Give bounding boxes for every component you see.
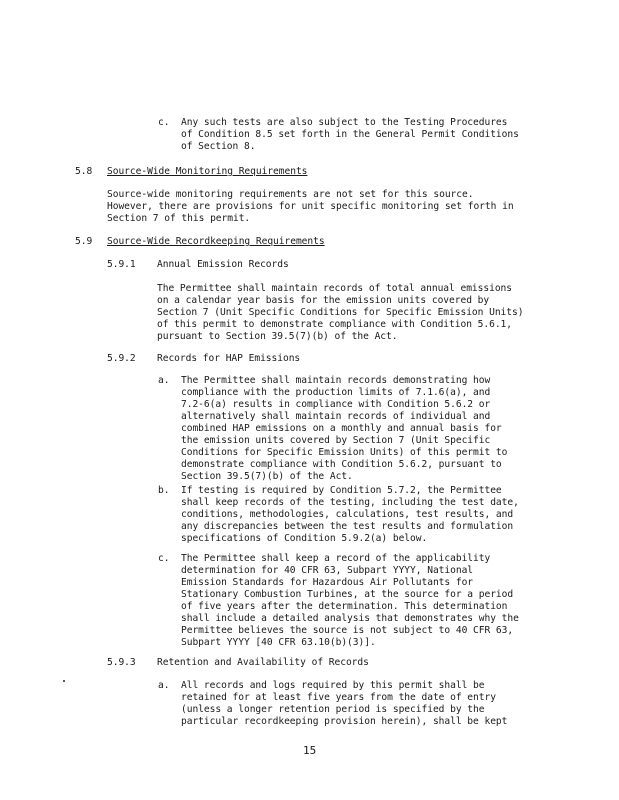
body-line: Any such tests are also subject to the Testing Procedures (181, 117, 508, 128)
body-line: shall keep records of the testing, including the test date, (181, 497, 519, 508)
body-line: Section 7 (Unit Specific Conditions for Specific Emission Units) (157, 307, 524, 318)
item-label: b. (158, 485, 170, 496)
subsection-heading: Retention and Availability of Records (157, 657, 369, 668)
item-c-label: c. (158, 117, 170, 128)
body-line: shall include a detailed analysis that demonstrates why the (181, 613, 519, 624)
body-line: However, there are provisions for unit specific monitoring set forth in (107, 201, 514, 212)
subsection-number: 5.9.3 (107, 657, 136, 668)
body-line: Section 7 of this permit. (107, 213, 251, 224)
item-label: a. (158, 375, 170, 386)
section-number: 5.8 (75, 166, 93, 177)
body-line: conditions, methodologies, calculations, test results, and (181, 509, 514, 520)
section-number: 5.9 (75, 236, 93, 247)
body-line: Subpart YYYY [40 CFR 63.10(b)(3)]. (181, 637, 376, 648)
body-line: The Permittee shall maintain records of total annual emissions (157, 283, 513, 294)
body-line: particular recordkeeping provision herein), shall be kept (181, 716, 508, 727)
body-line: of five years after the determination. This determination (181, 601, 508, 612)
subsection-number: 5.9.1 (107, 259, 136, 270)
body-line: Stationary Combustion Turbines, at the source for a period (181, 589, 514, 600)
body-line: compliance with the production limits of 7.1.6(a), and (181, 387, 491, 398)
body-line: The Permittee shall keep a record of the applicability (181, 553, 491, 564)
body-line: Source-wide monitoring requirements are not set for this source. (107, 189, 474, 200)
subsection-heading: Records for HAP Emissions (157, 353, 301, 364)
body-line: the emission units covered by Section 7 (Unit Specific (181, 435, 491, 446)
section-heading: Source-Wide Monitoring Requirements (107, 166, 308, 177)
body-line: specifications of Condition 5.9.2(a) below. (181, 533, 428, 544)
body-line: combined HAP emissions on a monthly and annual basis for (181, 423, 502, 434)
item-label: a. (158, 680, 170, 691)
body-line: The Permittee shall maintain records demonstrating how (181, 375, 491, 386)
scan-speck (63, 680, 65, 682)
body-line: Permittee believes the source is not subject to 40 CFR 63, (181, 625, 514, 636)
body-line: Section 39.5(7)(b) of the Act. (181, 471, 353, 482)
body-line: determination for 40 CFR 63, Subpart YYYY, National (181, 565, 474, 576)
item-label: c. (158, 553, 170, 564)
body-line: pursuant to Section 39.5(7)(b) of the Act. (157, 331, 398, 342)
body-line: of Section 8. (181, 141, 256, 152)
page-number: 15 (303, 744, 317, 757)
body-line: If testing is required by Condition 5.7.2, the Permittee (181, 485, 502, 496)
body-line: any discrepancies between the test results and formulation (181, 521, 514, 532)
body-line: retained for at least five years from the date of entry (181, 692, 496, 703)
subsection-heading: Annual Emission Records (157, 259, 289, 270)
body-line: 7.2-6(a) results in compliance with Condition 5.6.2 or (181, 399, 491, 410)
body-line: alternatively shall maintain records of individual and (181, 411, 491, 422)
body-line: All records and logs required by this permit shall be (181, 680, 485, 691)
body-line: (unless a longer retention period is specified by the (181, 704, 485, 715)
body-line: demonstrate compliance with Condition 5.6.2, pursuant to (181, 459, 502, 470)
section-heading: Source-Wide Recordkeeping Requirements (107, 236, 325, 247)
subsection-number: 5.9.2 (107, 353, 136, 364)
body-line: on a calendar year basis for the emission units covered by (157, 295, 490, 306)
body-line: of this permit to demonstrate compliance with Condition 5.6.1, (157, 319, 513, 330)
body-line: Conditions for Specific Emission Units) of this permit to (181, 447, 508, 458)
body-line: Emission Standards for Hazardous Air Pollutants for (181, 577, 474, 588)
body-line: of Condition 8.5 set forth in the General Permit Conditions (181, 129, 519, 140)
